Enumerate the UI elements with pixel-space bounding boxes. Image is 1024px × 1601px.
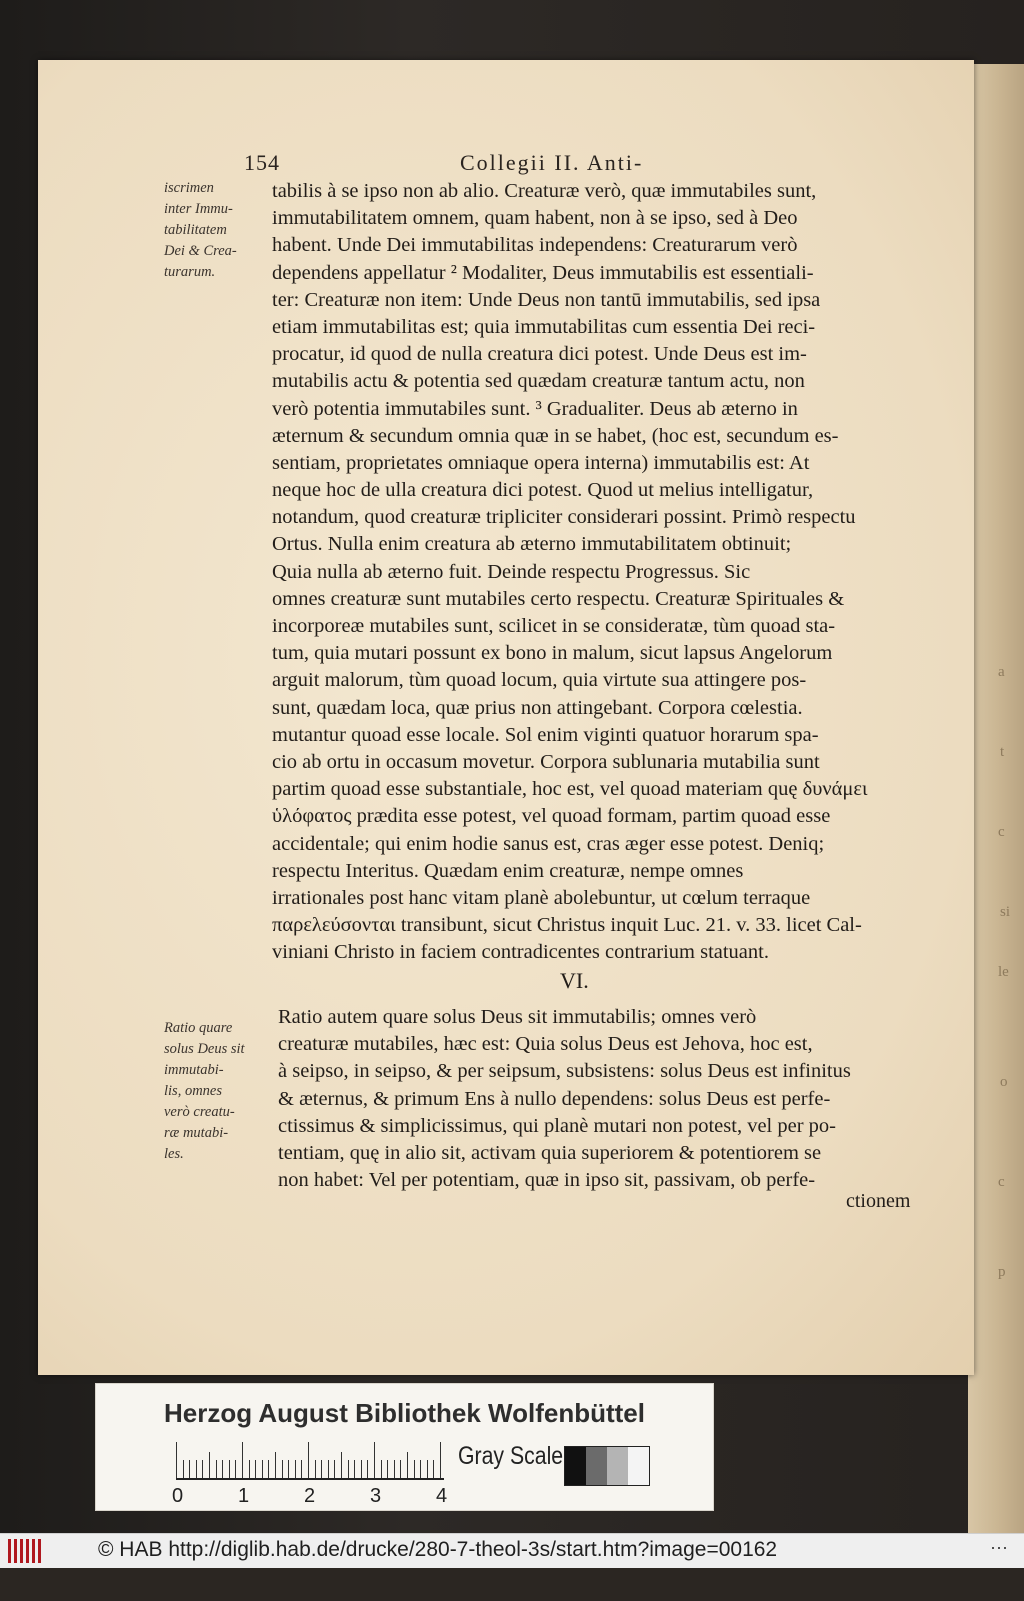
ruler-number: 0 [172,1485,184,1507]
text-line: immutabilitatem omnem, quam habent, non à se ipso, sed à Deo [272,207,798,230]
color-calibration-bar [95,1383,714,1511]
ruler-tick [381,1460,382,1478]
running-title: Collegii II. Anti- [460,150,644,175]
text-line: mutabilis actu & potentia sed quædam creaturæ tantum actu, non [272,370,805,393]
ruler-number: 2 [304,1485,316,1507]
text-line: neque hoc de ulla creatura dici potest. Quod ut melius intelligatur, [272,479,814,502]
text-line: tentiam, quę in alio sit, activam quia superiorem & potentiorem se [278,1141,822,1164]
hab-logo-icon [8,1539,46,1563]
text-line: ὑλόφατος prædita esse potest, vel quoad formam, partim quoad esse [272,805,831,828]
gray-swatch [628,1447,649,1485]
ruler-tick [374,1442,375,1478]
ruler-tick [321,1460,322,1478]
text-line: ctissimus & simplicissimus, qui planè mutari non potest, vel per po- [278,1114,837,1137]
section-number: VI. [560,968,589,993]
text-line: verò potentia immutabiles sunt. ³ Gradualiter. Deus ab æterno in [272,397,798,420]
ruler-tick [262,1460,263,1478]
body-text-block-1 [272,178,934,966]
viewer-footer [0,1533,1024,1568]
gray-swatch [586,1447,607,1485]
running-head [244,150,804,178]
ruler-tick [315,1460,316,1478]
page-number: 154 [244,150,280,175]
scale-ruler [176,1442,444,1480]
text-line: incorporeæ mutabiles sunt, scilicet in se consideratæ, tùm quoad sta- [272,615,836,637]
ruler-tick [295,1460,296,1478]
text-line: tabilis à se ipso non ab alio. Creaturæ verò, quæ immutabiles sunt, [272,180,817,202]
ruler-tick [176,1442,177,1478]
ruler-number: 3 [370,1485,382,1507]
ruler-tick [440,1442,441,1478]
marginal-note-discrimen: iscrimen inter Immu- tabilitatem Dei & Crea- turarum. [164,180,237,280]
text-line: dependens appellatur ² Modaliter, Deus immutabilis est essentiali- [272,261,814,284]
text-line: sunt, quædam loca, quæ prius non attingebant. Corpora cœlestia. [272,696,803,719]
ruler-tick [242,1442,243,1478]
ruler-tick [427,1460,428,1478]
gray-swatch [607,1447,628,1485]
ruler-tick [249,1460,250,1478]
body-text-block-2 [278,1004,938,1194]
text-line: accidentale; qui enim hodie sanus est, cras æger esse potest. Deniq; [272,832,825,855]
ruler-tick [196,1460,197,1478]
copyright-url-text: © HAB http://diglib.hab.de/drucke/280-7-theol-3s/start.htm?image=00162 [98,1538,778,1561]
ruler-tick [183,1460,184,1478]
bottom-strip [0,1568,1024,1601]
ruler-tick [361,1460,362,1478]
ruler-tick [216,1460,217,1478]
catchword: ctionem [846,1190,911,1212]
ruler-tick [268,1460,269,1478]
ruler-tick [282,1460,283,1478]
ruler-tick [288,1460,289,1478]
ellipsis-icon[interactable]: ⋯ [990,1538,1008,1558]
ruler-tick [414,1460,415,1478]
text-line: Ortus. Nulla enim creatura ab æterno immutabilitatem obtinuit; [272,533,792,556]
library-name: Herzog August Bibliothek Wolfenbüttel [164,1398,645,1428]
ruler-tick [255,1460,256,1478]
text-line: æternum & secundum omnia quæ in se habet, (hoc est, secundum es- [272,424,839,447]
ruler-tick [189,1460,190,1478]
ruler-number: 4 [436,1485,448,1507]
text-line: partim quoad esse substantiale, hoc est, vel quoad materiam quę δυνάμει [272,778,868,801]
ruler-tick [301,1460,302,1478]
ruler-tick [420,1460,421,1478]
ruler-tick [394,1460,395,1478]
text-line: Quia nulla ab æterno fuit. Deinde respectu Progressus. Sic [272,560,751,583]
text-line: tum, quia mutari possunt ex bono in malum, sicut lapsus Angelorum [272,642,833,665]
gray-scale-swatches [564,1446,650,1486]
ruler-tick [235,1460,236,1478]
ruler-tick [308,1442,309,1478]
ruler-tick [354,1460,355,1478]
ruler-tick [222,1460,223,1478]
ruler-tick [433,1460,434,1478]
text-line: Ratio autem quare solus Deus sit immutabilis; omnes verò [278,1006,757,1028]
text-line: & æternus, & primum Ens à nullo dependens: solus Deus est perfe- [278,1087,831,1110]
ruler-tick [400,1460,401,1478]
text-line: non habet: Vel per potentiam, quæ in ipso sit, passivam, ob perfe- [278,1169,816,1192]
ruler-tick [275,1452,276,1478]
marginal-note-ratio: Ratio quare solus Deus sit immutabi- lis, omnes verò creatu- ræ mutabi- les. [164,1020,245,1162]
text-line: respectu Interitus. Quædam enim creaturæ, nempe omnes [272,859,744,882]
ruler-number: 1 [238,1485,250,1507]
text-line: à seipso, in seipso, & per seipsum, subsistens: solus Deus est infinitus [278,1060,851,1083]
ruler-tick [229,1460,230,1478]
text-line: creaturæ mutabiles, hæc est: Quia solus Deus est Jehova, hoc est, [278,1033,813,1056]
gray-scale-label: Gray Scale [458,1442,564,1470]
ruler-tick [407,1452,408,1478]
text-line: arguit malorum, tùm quoad locum, quia virtute sua attingere pos- [272,669,807,692]
ruler-tick [341,1452,342,1478]
text-line: viniani Christo in faciem contradicentes contrarium statuant. [272,941,769,964]
text-line: sentiam, proprietates omniaque opera interna) immutabilis est: At [272,451,810,474]
ruler-tick [209,1452,210,1478]
text-line: etiam immutabilitas est; quia immutabilitas cum essentia Dei reci- [272,315,816,338]
text-line: παρελεύσονται transibunt, sicut Christus inquit Luc. 21. v. 33. licet Cal- [272,914,862,937]
text-line: cio ab ortu in occasum movetur. Corpora sublunaria mutabilia sunt [272,750,820,773]
facing-page-edge: a t c si le o c p [968,64,1024,1534]
text-line: habent. Unde Dei immutabilitas independens: Creaturarum verò [272,234,798,257]
gray-swatch [565,1447,586,1485]
ruler-tick [202,1460,203,1478]
ruler-tick [328,1460,329,1478]
text-line: notandum, quod creaturæ tripliciter considerari possint. Primò respectu [272,506,856,529]
text-line: mutantur quoad esse locale. Sol enim viginti quatuor horarum spa- [272,723,819,746]
ruler-tick [367,1460,368,1478]
ruler-tick [348,1460,349,1478]
ruler-tick [334,1460,335,1478]
ruler-tick [387,1460,388,1478]
text-line: omnes creaturæ sunt mutabiles certo respectu. Creaturæ Spirituales & [272,587,845,610]
text-line: procatur, id quod de nulla creatura dici potest. Unde Deus est im- [272,343,807,366]
text-line: ter: Creaturæ non item: Unde Deus non tantū immutabilis, sed ipsa [272,288,821,311]
text-line: irrationales post hanc vitam planè abolebuntur, ut cœlum terraque [272,886,811,909]
